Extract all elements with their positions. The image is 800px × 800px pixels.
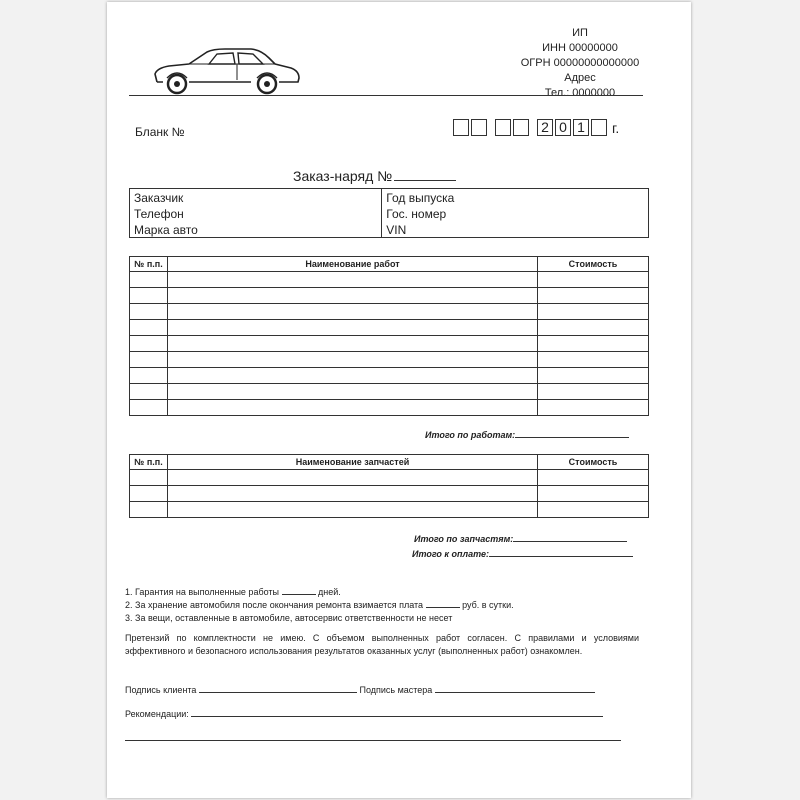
phone-cell[interactable]: Телефон — [130, 205, 382, 221]
works-name-cell[interactable] — [168, 320, 538, 336]
header-divider — [129, 95, 643, 96]
order-number-field[interactable] — [394, 168, 456, 181]
works-number-cell[interactable] — [130, 352, 168, 368]
works-row — [130, 272, 649, 288]
note-warranty-unit: дней. — [318, 587, 341, 597]
works-name-cell[interactable] — [168, 336, 538, 352]
date-boxes[interactable] — [453, 119, 619, 136]
master-signature-label: Подпись мастера — [359, 685, 433, 695]
terms-notes — [125, 586, 645, 625]
storage-fee-field[interactable] — [426, 599, 460, 608]
works-cost-cell[interactable] — [538, 368, 649, 384]
pay-total-field[interactable] — [489, 548, 633, 557]
parts-name-cell[interactable] — [168, 502, 538, 518]
parts-total — [414, 533, 627, 544]
works-row — [130, 384, 649, 400]
pay-total-label: Итого к оплате: — [412, 549, 489, 559]
works-cost-cell[interactable] — [538, 304, 649, 320]
recommendations-line-2[interactable] — [125, 740, 621, 741]
pay-total — [412, 548, 633, 559]
parts-name-cell[interactable] — [168, 486, 538, 502]
works-number-cell[interactable] — [130, 272, 168, 288]
works-number-cell[interactable] — [130, 304, 168, 320]
year-digit-3: 1 — [573, 119, 589, 136]
parts-row — [130, 470, 649, 486]
parts-cost-cell[interactable] — [538, 470, 649, 486]
parts-col-name: Наименование запчастей — [168, 455, 538, 470]
note-storage-text: 2. За хранение автомобиля после окончания ремонта взимается плата — [125, 600, 424, 610]
works-row — [130, 352, 649, 368]
parts-col-cost: Стоимость — [538, 455, 649, 470]
works-row — [130, 320, 649, 336]
customer-table — [129, 188, 649, 238]
parts-total-label: Итого по запчастям: — [414, 534, 514, 544]
works-number-cell[interactable] — [130, 320, 168, 336]
works-total-field[interactable] — [515, 429, 629, 438]
recommendations-label: Рекомендации: — [125, 709, 189, 719]
car-make-cell[interactable]: Марка авто — [130, 221, 382, 238]
parts-row — [130, 502, 649, 518]
company-address: Адрес — [564, 72, 596, 84]
order-title — [293, 168, 456, 184]
note-warranty — [125, 586, 645, 599]
works-cost-cell[interactable] — [538, 352, 649, 368]
works-number-cell[interactable] — [130, 336, 168, 352]
parts-number-cell[interactable] — [130, 502, 168, 518]
company-ip: ИП — [572, 27, 588, 39]
works-col-cost: Стоимость — [538, 257, 649, 272]
works-number-cell[interactable] — [130, 368, 168, 384]
company-phone: Тел.: 0000000 — [544, 87, 616, 99]
works-cost-cell[interactable] — [538, 272, 649, 288]
car-icon — [151, 44, 303, 100]
month-box-1[interactable] — [495, 119, 511, 136]
works-number-cell[interactable] — [130, 384, 168, 400]
parts-number-cell[interactable] — [130, 486, 168, 502]
works-cost-cell[interactable] — [538, 320, 649, 336]
works-cost-cell[interactable] — [538, 336, 649, 352]
works-col-name: Наименование работ — [168, 257, 538, 272]
plate-cell[interactable]: Гос. номер — [382, 205, 649, 221]
works-cost-cell[interactable] — [538, 400, 649, 416]
company-inn: ИНН 00000000 — [542, 42, 618, 54]
day-box-2[interactable] — [471, 119, 487, 136]
parts-name-cell[interactable] — [168, 470, 538, 486]
order-form-sheet — [107, 2, 691, 798]
works-name-cell[interactable] — [168, 304, 538, 320]
company-ogrn: ОГРН 00000000000000 — [520, 57, 640, 69]
parts-cost-cell[interactable] — [538, 502, 649, 518]
year-digit-2: 0 — [555, 119, 571, 136]
year-cell[interactable]: Год выпуска — [382, 189, 649, 206]
works-name-cell[interactable] — [168, 272, 538, 288]
note-belongings: 3. За вещи, оставленные в автомобиле, автосервис ответственности не несет — [125, 613, 453, 623]
client-signature-field[interactable] — [199, 684, 357, 693]
works-row — [130, 368, 649, 384]
master-signature-field[interactable] — [435, 684, 595, 693]
note-storage — [125, 599, 645, 612]
works-number-cell[interactable] — [130, 400, 168, 416]
works-total-label: Итого по работам: — [425, 430, 516, 440]
month-box-2[interactable] — [513, 119, 529, 136]
works-number-cell[interactable] — [130, 288, 168, 304]
claim-statement: Претензий по комплектности не имею. С объемом выполненных работ согласен. С правилами и условиями эффективного и безопасного использования результатов оказанных услуг (выполненных работ) ознакомлен. — [125, 633, 639, 656]
order-title-text: Заказ-наряд № — [293, 168, 393, 184]
vin-cell[interactable]: VIN — [382, 221, 649, 238]
works-row — [130, 336, 649, 352]
works-table — [129, 256, 649, 416]
client-signature-label: Подпись клиента — [125, 685, 197, 695]
day-box-1[interactable] — [453, 119, 469, 136]
blank-number-label: Бланк № — [135, 125, 185, 139]
note-storage-unit: руб. в сутки. — [462, 600, 514, 610]
year-digit-1: 2 — [537, 119, 553, 136]
works-name-cell[interactable] — [168, 352, 538, 368]
warranty-days-field[interactable] — [282, 586, 316, 595]
works-row — [130, 304, 649, 320]
parts-number-cell[interactable] — [130, 470, 168, 486]
works-row — [130, 288, 649, 304]
parts-cost-cell[interactable] — [538, 486, 649, 502]
company-details — [515, 26, 645, 101]
works-row — [130, 400, 649, 416]
works-total — [425, 429, 629, 440]
year-digit-4[interactable] — [591, 119, 607, 136]
works-name-cell[interactable] — [168, 288, 538, 304]
parts-col-number: № п.п. — [130, 455, 168, 470]
works-name-cell[interactable] — [168, 384, 538, 400]
signatures-row — [125, 684, 655, 697]
recommendations-row — [125, 708, 655, 721]
parts-total-field[interactable] — [513, 533, 627, 542]
year-suffix: г. — [612, 120, 620, 136]
parts-row — [130, 486, 649, 502]
parts-table — [129, 454, 649, 518]
customer-cell[interactable]: Заказчик — [130, 189, 382, 206]
recommendations-field[interactable] — [191, 708, 603, 717]
works-cost-cell[interactable] — [538, 384, 649, 400]
note-warranty-text: 1. Гарантия на выполненные работы — [125, 587, 279, 597]
works-col-number: № п.п. — [130, 257, 168, 272]
works-name-cell[interactable] — [168, 400, 538, 416]
works-cost-cell[interactable] — [538, 288, 649, 304]
works-name-cell[interactable] — [168, 368, 538, 384]
